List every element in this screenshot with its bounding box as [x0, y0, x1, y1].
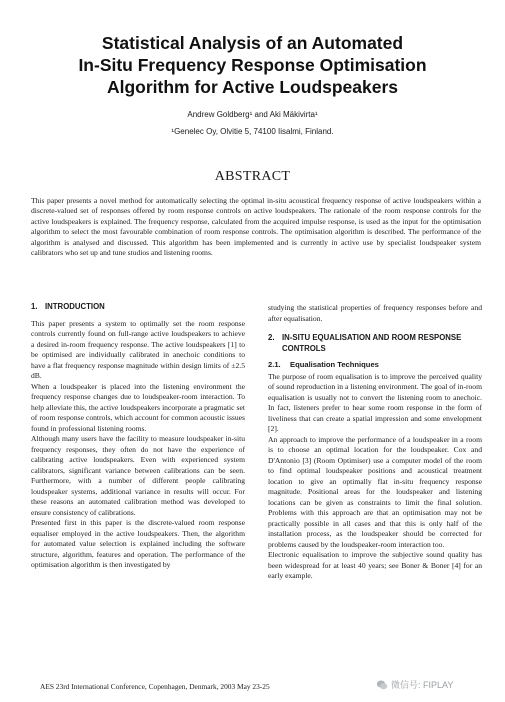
paragraph: Electronic equalisation to improve the subjective sound quality has been widespread for at least 40 years; see Boner & Boner [4] for an early example. — [268, 550, 482, 580]
paragraph: When a loudspeaker is placed into the listening environment the frequency response changes due to loudspeaker-room interaction. To help alleviate this, the active loudspeakers incorporate a pragmatic set of room response controls, which account for common acoustic issues found in professional listening rooms. — [31, 381, 245, 433]
left-column — [31, 302, 245, 571]
paragraph: Presented first in this paper is the discrete-valued room response equaliser employed in the active loudspeakers. Then, the algorithm for automated value selection is explained including the software structure, algorithm, features and operation. The performance of the optimisation algorithm is then investigated by — [31, 518, 245, 569]
watermark — [376, 678, 453, 691]
page-footer: AES 23rd International Conference, Copenhagen, Denmark, 2003 May 23-25 — [40, 682, 270, 691]
section-number: 1. — [31, 302, 38, 311]
right-column — [268, 303, 482, 582]
subsection-number: 2.1. — [268, 360, 281, 369]
paragraph: An approach to improve the performance of a loudspeaker in a room is to choose an optimal location for the loudspeaker. Cox and D'Antonio [3] (Room Optimiser) use a computer model of the room to find optimal loudspeaker positions and acoustical treatment location to give an optimally flat in-situ frequency response magnitude. Positional areas for the loudspeaker and listening locations can be given as constraints to limit the final solution. Problems with this approach are that an optimisation may not be practically possible in all cases and that this is only half of the installation process, as the loudspeaker should be corrected for problems caused by the loudspeaker-room interaction too. — [268, 434, 482, 549]
section-2-heading — [268, 333, 482, 354]
authors: Andrew Goldberg¹ and Aki Mäkivirta¹ — [187, 110, 318, 119]
title-line: Algorithm for Active Loudspeakers — [106, 77, 399, 97]
paragraph: The purpose of room equalisation is to improve the perceived quality of sound reproduction in a listening environment. The goal of in-room equalisation is usually not to convert the listening room to anechoic. In fact, listeners prefer to hear some room response in the form of liveliness that can create a spatial impression and some envelopment [2]. — [268, 371, 482, 433]
paper-title — [30, 32, 475, 98]
section-title: IN-SITU EQUALISATION AND ROOM RESPONSE CONTROLS — [282, 333, 462, 353]
paragraph: This paper presents a system to optimally set the room response controls currently found on full-range active loudspeakers to achieve a desired in-room frequency response. The active loudspeakers [1] to be optimised are individually calibrated in anechoic conditions to have a flat frequency response magnitude within design limits of ±2.5 dB. — [31, 318, 245, 380]
affiliation: ¹Genelec Oy, Olvitie 5, 74100 Iisalmi, Finland. — [171, 127, 334, 136]
watermark-text: 微信号: FIPLAY — [391, 680, 454, 690]
wechat-icon — [376, 679, 388, 691]
section-number: 2. — [268, 333, 275, 342]
subsection-2-1-heading — [268, 360, 482, 371]
subsection-title: Equalisation Techniques — [290, 360, 379, 369]
abstract-text: This paper presents a novel method for automatically selecting the optimal in-situ acoustical frequency response of active loudspeakers within a discrete-valued set of responses offered by room response controls on active loudspeakers. The rationale of the room response controls for the active loudspeakers is explained. The frequency response, calculated from the acquired impulse response, is used as the input for the optimisation algorithm to select the most favourable combination of room response controls. The optimisation algorithm is described. The performance of the algorithm is analysed and discussed. This algorithm has been implemented and is currently in active use by specialist loudspeaker system calibrators who set up and tune studios and listening rooms. — [31, 196, 481, 258]
paragraph: studying the statistical properties of frequency responses before and after equalisation. — [268, 303, 482, 323]
section-1-heading — [31, 302, 245, 313]
section-title: INTRODUCTION — [45, 302, 105, 311]
abstract-heading: ABSTRACT — [214, 169, 291, 184]
paragraph: Although many users have the facility to measure loudspeaker in-situ frequency responses, they often do not have the experience of calibrating active loudspeakers. Even with experienced system calibrators, significant variance between calibrations can be seen. Furthermore, with a number of different people calibrating loudspeaker systems, additional variance in results will occur. For these reasons an automated calibration method was developed to ensure consistency of calibrations. — [31, 434, 245, 517]
title-line: In-Situ Frequency Response Optimisation — [78, 55, 427, 75]
title-line: Statistical Analysis of an Automated — [101, 33, 404, 53]
